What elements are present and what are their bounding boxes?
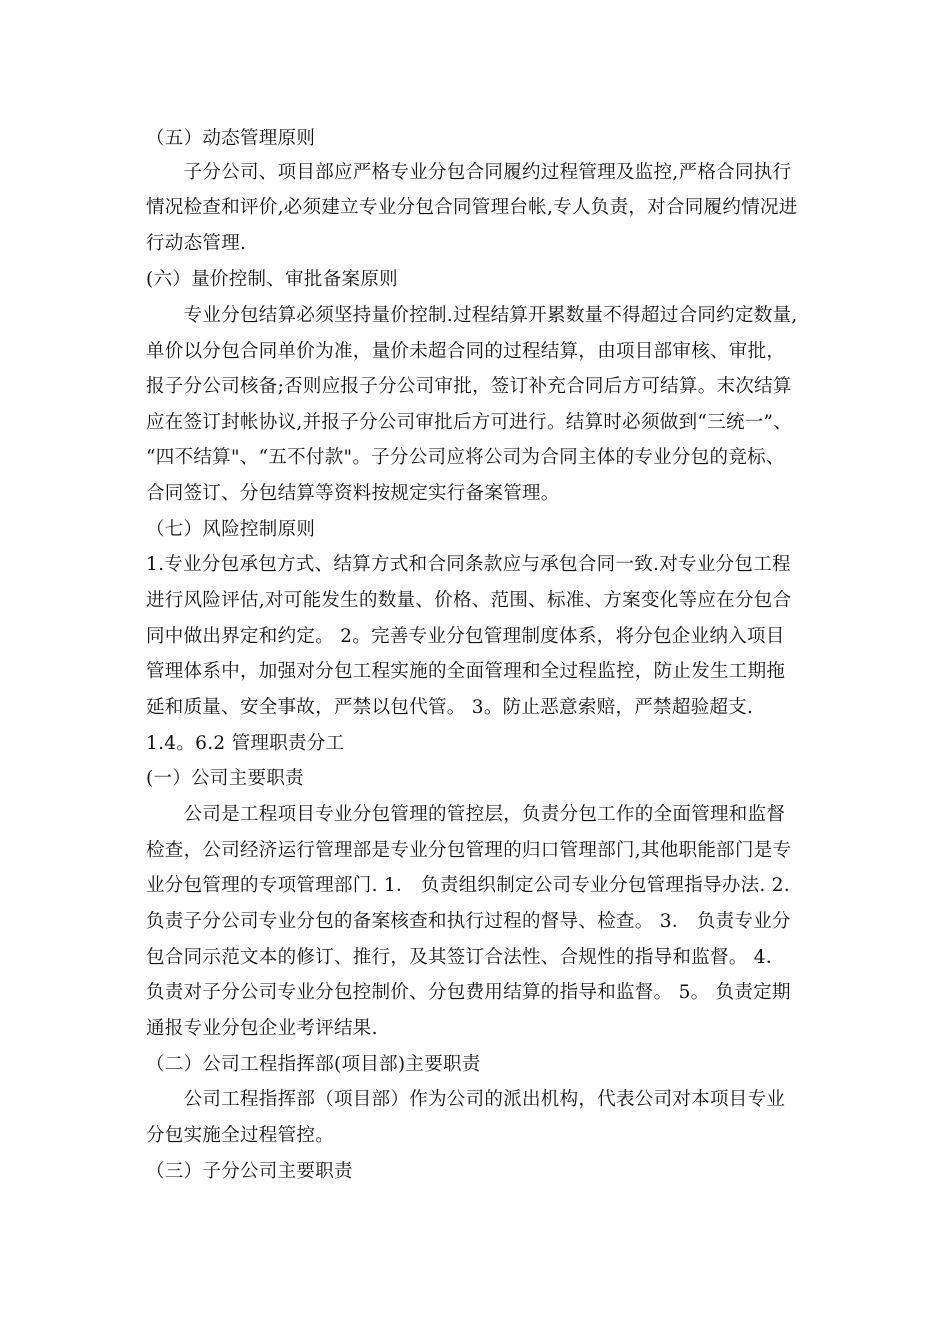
paragraph-line: 公司工程指挥部（项目部）作为公司的派出机构，代表公司对本项目专业: [146, 1089, 786, 1110]
section-heading: （五）动态管理原则: [146, 128, 316, 149]
paragraph-line: 进行风险评估,对可能发生的数量、价格、范围、标准、方案变化等应在分包合: [146, 590, 792, 611]
paragraph-line: 负责子分公司专业分包的备案核查和执行过程的督导、检查。 3． 负责专业分: [146, 911, 791, 932]
paragraph-line: 通报专业分包企业考评结果.: [146, 1018, 378, 1039]
section-heading: （七）风险控制原则: [146, 519, 316, 540]
section-heading: (一）公司主要职责: [146, 768, 304, 789]
section-heading: （三）子分公司主要职责: [146, 1161, 353, 1182]
paragraph-line: 合同签订、分包结算等资料按规定实行备案管理。: [146, 483, 560, 504]
paragraph-line: 包合同示范文本的修订、推行，及其签订合法性、合规性的指导和监督。 4．: [146, 947, 785, 968]
paragraph-line: 负责对子分公司专业分包控制价、分包费用结算的指导和监督。 5。 负责定期: [146, 982, 791, 1003]
paragraph-line: 检查，公司经济运行管理部是专业分包管理的归口管理部门,其他职能部门是专: [146, 840, 792, 861]
section-heading: （二）公司工程指挥部(项目部)主要职责: [146, 1054, 481, 1075]
paragraph-line: 行动态管理.: [146, 233, 247, 254]
paragraph-line: 应在签订封帐协议,并报子分公司审批后方可进行。结算时必须做到“三统一”、: [146, 412, 793, 433]
section-heading: 1.4。6.2 管理职责分工: [146, 733, 345, 754]
paragraph-line: 报子分公司核备;否则应报子分公司审批，签订补充合同后方可结算。末次结算: [146, 376, 792, 397]
paragraph-line: 专业分包结算必须坚持量价控制.过程结算开累数量不得超过合同约定数量,: [146, 305, 798, 326]
paragraph-line: 子分公司、项目部应严格专业分包合同履约过程管理及监控,严格合同执行: [146, 162, 792, 183]
paragraph-line: 业分包管理的专项管理部门. 1． 负责组织制定公司专业分包管理指导办法. 2．: [146, 875, 803, 896]
paragraph-line: 同中做出界定和约定。 2。完善专业分包管理制度体系，将分包企业纳入项目: [146, 626, 785, 647]
paragraph-line: 情况检查和评价,必须建立专业分包合同管理台帐,专人负责，对合同履约情况进: [146, 197, 798, 218]
section-heading: (六）量价控制、审批备案原则: [146, 269, 398, 290]
paragraph-line: “四不结算"、“五不付款"。子分公司应将公司为合同主体的专业分包的竞标、: [146, 447, 785, 468]
paragraph-line: 分包实施全过程管控。: [146, 1125, 335, 1146]
paragraph-line: 延和质量、安全事故，严禁以包代管。 3。防止恶意索赔，严禁超验超支.: [146, 697, 754, 718]
paragraph-line: 单价以分包合同单价为准，量价未超合同的过程结算，由项目部审核、审批，: [146, 341, 786, 362]
paragraph-line: 管理体系中，加强对分包工程实施的全面管理和全过程监控，防止发生工期拖: [146, 661, 786, 682]
paragraph-line: 1.专业分包承包方式、结算方式和合同条款应与承包合同一致.对专业分包工程: [146, 554, 791, 575]
paragraph-line: 公司是工程项目专业分包管理的管控层，负责分包工作的全面管理和监督: [146, 804, 786, 825]
